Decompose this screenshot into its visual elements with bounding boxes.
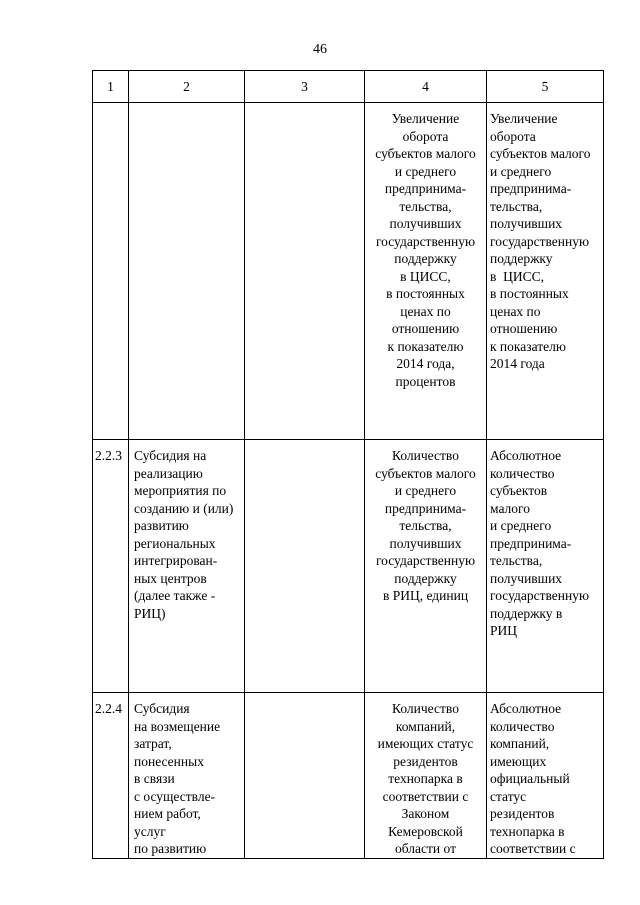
column-3-text xyxy=(245,440,364,447)
row-number: 2.2.3 xyxy=(95,448,122,463)
column-3-text xyxy=(245,103,364,110)
row-number-cell xyxy=(93,103,129,440)
row-number-cell xyxy=(93,440,129,693)
indicator-definition-cell xyxy=(487,693,604,859)
column-3-cell xyxy=(245,440,365,693)
indicator-cell xyxy=(365,103,487,440)
activity-text: Субсидия на реализацию мероприятия по созданию и (или) развитию региональных интегрирован- ных центров (далее также - РИЦ) xyxy=(134,448,234,621)
table-header-row xyxy=(93,71,604,103)
row-number-cell xyxy=(93,693,129,859)
column-3-text xyxy=(245,693,364,700)
page-number: 46 xyxy=(313,42,327,57)
indicator-definition-cell xyxy=(487,440,604,693)
indicator-definition-text: Увеличение оборота субъектов малого и среднего предпринима- тельства, получивших государственную поддержку в ЦИСС, в постоянных ценах по отношению к показателю 2014 года xyxy=(490,111,591,371)
column-header-1: 1 xyxy=(93,71,129,103)
indicator-definition-cell xyxy=(487,103,604,440)
table-row xyxy=(93,440,604,693)
column-3-cell xyxy=(245,103,365,440)
column-3-cell xyxy=(245,693,365,859)
document-table xyxy=(92,70,604,859)
row-number: 2.2.4 xyxy=(95,701,122,716)
activity-cell xyxy=(129,693,245,859)
indicator-cell xyxy=(365,440,487,693)
indicator-cell xyxy=(365,693,487,859)
indicator-definition-text: Абсолютное количество компаний, имеющих официальный статус резидентов технопарка в соответствии с xyxy=(490,701,576,856)
activity-cell xyxy=(129,440,245,693)
column-header-5: 5 xyxy=(487,71,604,103)
indicator-text: Увеличение оборота субъектов малого и среднего предпринима- тельства, получивших государственную поддержку в ЦИСС, в постоянных ценах по отношению к показателю 2014 года, процентов xyxy=(375,111,476,389)
table-row xyxy=(93,693,604,859)
column-header-4: 4 xyxy=(365,71,487,103)
row-number xyxy=(93,103,128,110)
table-row xyxy=(93,103,604,440)
indicator-definition-text: Абсолютное количество субъектов малого и среднего предпринима- тельства, получивших государственную поддержку в РИЦ xyxy=(490,448,590,638)
activity-text: Субсидия на возмещение затрат, понесенных в связи с осуществле- нием работ, услуг по развитию xyxy=(134,701,221,856)
indicator-text: Количество компаний, имеющих статус резидентов технопарка в соответствии с Законом Кемеровской области от xyxy=(377,701,474,856)
activity-text xyxy=(129,103,244,110)
indicator-text: Количество субъектов малого и среднего предпринима- тельства, получивших государственную поддержку в РИЦ, единиц xyxy=(375,448,476,603)
activity-cell xyxy=(129,103,245,440)
column-header-2: 2 xyxy=(129,71,245,103)
column-header-3: 3 xyxy=(245,71,365,103)
